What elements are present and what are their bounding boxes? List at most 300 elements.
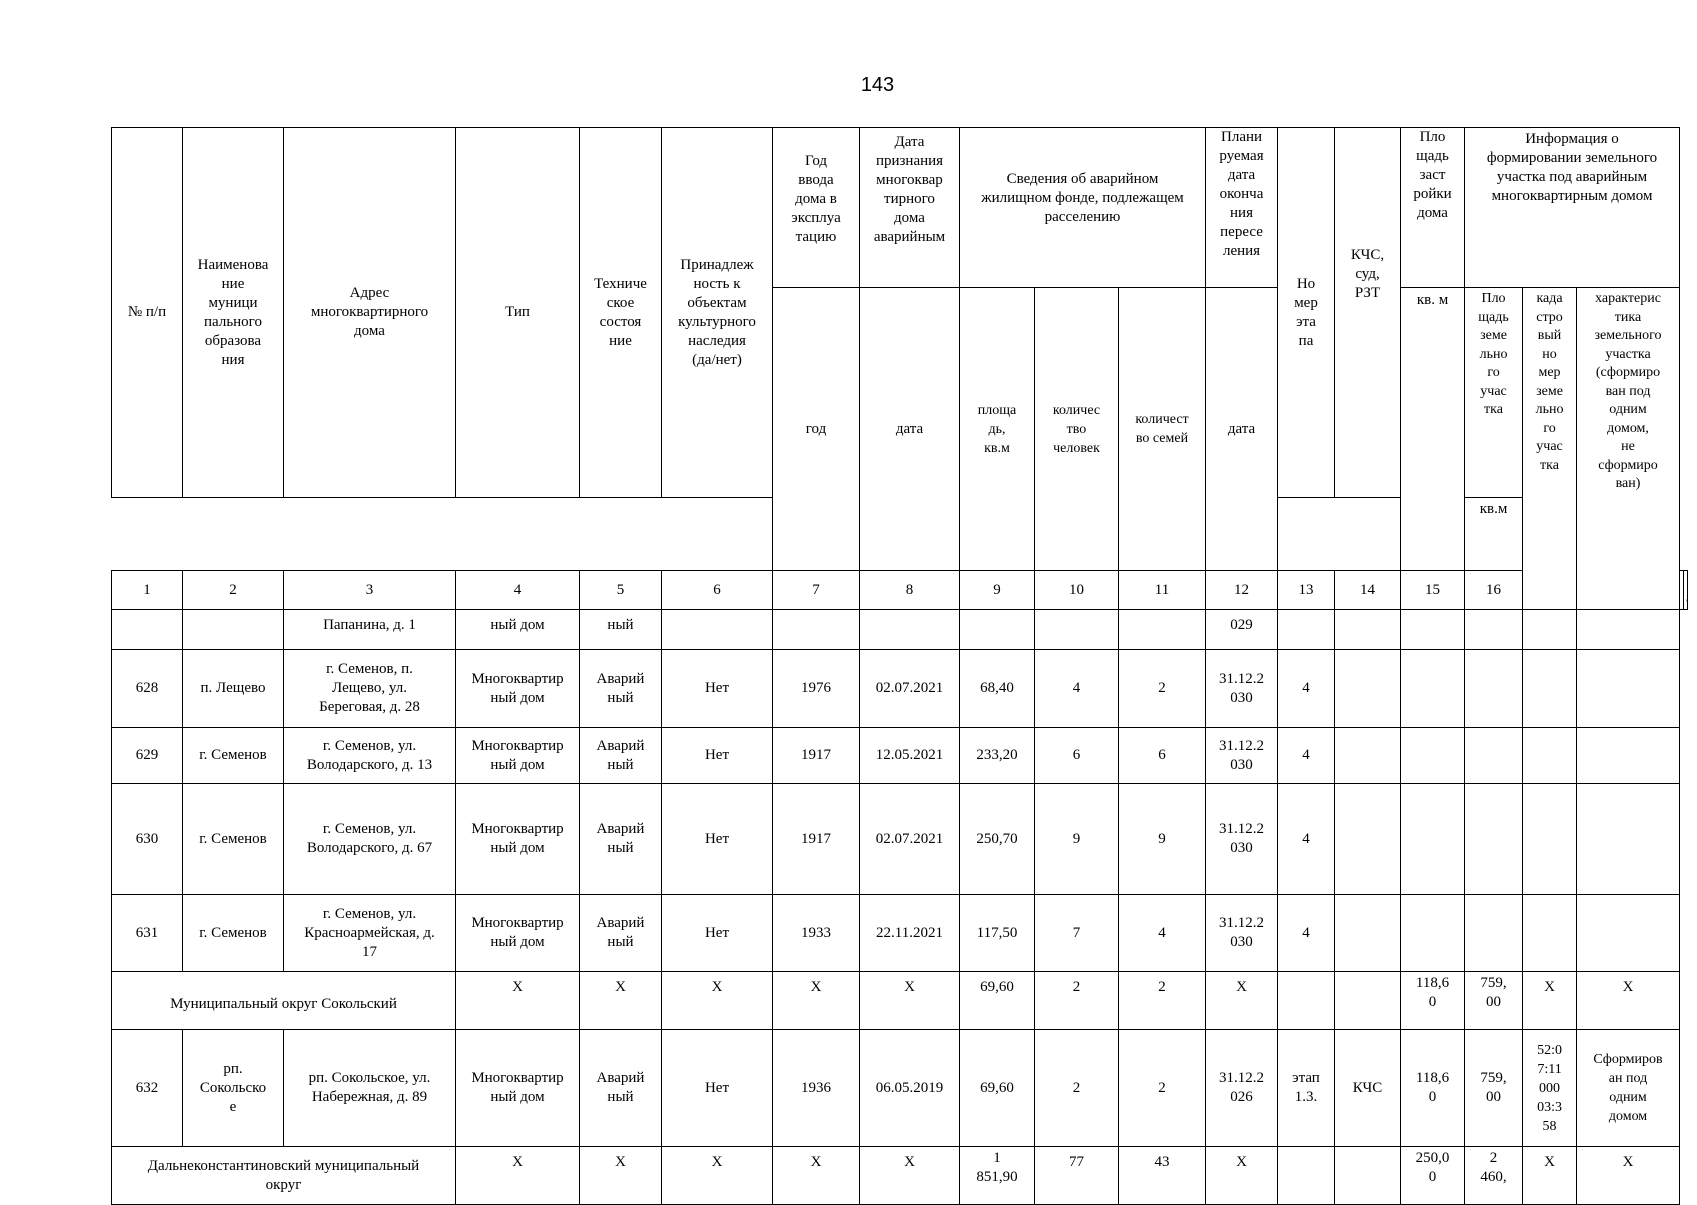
cell-text-line: 118,6 (1415, 975, 1450, 991)
cell-text-line: тка (1540, 457, 1559, 473)
table-cell (1577, 650, 1680, 728)
table-cell (284, 784, 456, 895)
table-cell: X (773, 1147, 860, 1205)
cell-text-line: 31.12.2 (1219, 670, 1265, 687)
cell-text-line: рп. Сокольское, ул. (308, 1070, 431, 1086)
cell-text-line: 31.12.2 (1219, 737, 1265, 754)
cell-text-line: количес (1052, 402, 1101, 418)
cell-text-line: 0 (1428, 1169, 1437, 1185)
table-cell: 69,60 (960, 1030, 1035, 1147)
cell-text-line: Но (1296, 275, 1316, 292)
cell-text-line: Пло (1419, 129, 1446, 145)
table-cell: X (860, 972, 960, 1030)
cell-text-line: 118,6 (1415, 1070, 1450, 1086)
cell-text-line: ный (607, 689, 634, 706)
cell-text-line: сформиро (1598, 457, 1658, 473)
cell-text-line: 030 (1230, 840, 1253, 856)
table-cell (1401, 784, 1465, 895)
table-cell (1335, 972, 1401, 1030)
table-cell (1577, 610, 1680, 650)
cell-text-line: 759, (1480, 975, 1507, 991)
cell-text-line: Техниче (594, 275, 647, 292)
table-cell: X (773, 972, 860, 1030)
cell-text-line: Аварий (596, 1070, 645, 1086)
table-cell: 9 (960, 571, 1035, 610)
cell-text-line: ское (606, 294, 635, 311)
table-cell: 7 (773, 571, 860, 610)
table-cell (1577, 728, 1680, 784)
cell-text-line: формировании земельного (1486, 150, 1658, 166)
table-cell (456, 895, 580, 972)
cell-text-line: одним (1609, 1090, 1647, 1105)
subtotal-row-dalnekonstantinovsky (112, 1147, 1688, 1205)
cell-text-line: наследия (688, 332, 746, 349)
table-cell (1465, 784, 1523, 895)
table-cell (1401, 895, 1465, 972)
table-cell (662, 610, 773, 650)
cell-text-line: 17 (362, 943, 377, 960)
table-cell: 4 (1278, 895, 1335, 972)
table-cell: X (662, 972, 773, 1030)
cell-text-line: Береговая, д. 28 (319, 699, 420, 715)
table-cell: 13 (1278, 571, 1335, 610)
cell-text-line: муници (208, 294, 258, 311)
cell-text-line: РЗТ (1354, 285, 1381, 301)
cell-text-line: объектам (687, 294, 747, 311)
cell-text-line: 03:3 (1537, 1099, 1562, 1115)
cell-text-line: характерис (1595, 291, 1661, 306)
table-cell: 4 (1035, 650, 1119, 728)
header-heritage (662, 128, 773, 498)
page-number: 143 (860, 74, 895, 96)
table-cell: 2 (1119, 1030, 1206, 1147)
header-recognition-date (860, 128, 960, 288)
cell-text-line: мер (1538, 365, 1561, 380)
cell-text-line: во семей (1135, 431, 1189, 446)
header-land-characteristic (1577, 288, 1680, 610)
table-cell (456, 1030, 580, 1147)
cell-text-line: Аварий (596, 821, 645, 837)
table-cell: Нет (662, 895, 773, 972)
cell-text-line: Многоквартир (471, 821, 564, 837)
cell-text-line: тка (1484, 402, 1503, 417)
table-cell: 631 (112, 895, 183, 972)
table-cell (1523, 728, 1577, 784)
cell-text-line: ван под (1605, 383, 1651, 399)
table-cell: 10 (1035, 571, 1119, 610)
table-cell (1335, 784, 1401, 895)
header-date-sub (860, 288, 960, 571)
cell-text-line: Принадлеж (680, 256, 754, 273)
table-cell: 43 (1119, 1147, 1206, 1205)
table-cell (1119, 610, 1206, 650)
cell-text-line: рп. (223, 1060, 243, 1077)
subtotal-title (112, 1147, 456, 1205)
table-cell: 233,20 (960, 728, 1035, 784)
table-cell (1206, 895, 1278, 972)
table-cell: 1933 (773, 895, 860, 972)
cell-text-line: кв. м (1416, 292, 1449, 308)
table-cell (773, 610, 860, 650)
table-cell: г. Семенов (183, 895, 284, 972)
header-land-info (1465, 128, 1680, 288)
table-cell: г. Семенов (183, 784, 284, 895)
table-cell (1577, 1030, 1680, 1147)
cell-text-line: 759, (1480, 1070, 1507, 1086)
table-cell (1278, 1030, 1335, 1147)
cell-text-line: льно (1479, 346, 1508, 362)
header-type (456, 128, 580, 498)
table-cell (1206, 650, 1278, 728)
cell-text-line: Красноармейская, д. (304, 924, 435, 941)
cell-text-line: земельного (1594, 328, 1662, 343)
cell-text-line: человек (1053, 440, 1100, 456)
table-cell: п. Лещево (183, 650, 284, 728)
cell-text-line: ность к (693, 275, 741, 292)
table-cell: 630 (112, 784, 183, 895)
table-cell (1465, 1030, 1523, 1147)
table-cell (1523, 895, 1577, 972)
cell-text-line: 31.12.2 (1219, 821, 1265, 837)
cell-text-line: (да/нет) (692, 351, 742, 368)
cell-text-line: Сведения об аварийном (1006, 171, 1159, 187)
cell-text-line: домом (1608, 1109, 1648, 1124)
table-cell: 6 (1119, 728, 1206, 784)
table-cell (1278, 1147, 1335, 1205)
table-cell: 4 (1278, 650, 1335, 728)
cell-text-line: ние (221, 275, 245, 292)
table-cell: 4 (1119, 895, 1206, 972)
cell-text-line: щадь (1478, 309, 1509, 325)
table-cell: X (662, 1147, 773, 1205)
cell-text-line: дата (1227, 167, 1256, 183)
table-cell: Нет (662, 650, 773, 728)
header-families-sub (1119, 288, 1206, 571)
table-cell: 4 (1278, 728, 1335, 784)
cell-text-line: Набережная, д. 89 (311, 1089, 428, 1105)
table-cell (456, 784, 580, 895)
cell-text-line: дома (354, 323, 385, 339)
cell-text-line: многоквартирным домом (1491, 188, 1653, 204)
table-cell: 629 (112, 728, 183, 784)
cell-text-line: 00 (1486, 1089, 1502, 1105)
cell-text-line: дома в (795, 191, 837, 207)
table-cell: 4 (456, 571, 580, 610)
cell-text-line: када (1536, 291, 1563, 306)
table-cell: 16 (1465, 571, 1523, 610)
cell-text-line: 0 (1428, 994, 1437, 1010)
cell-text-line: ный (607, 756, 634, 773)
cell-text-line: Дальнеконстантиновский муниципальный (147, 1157, 420, 1174)
cell-text-line: вый (1537, 328, 1562, 343)
table-cell: 632 (112, 1030, 183, 1147)
table-cell: 68,40 (960, 650, 1035, 728)
cell-text-line: 1 (993, 1150, 1001, 1166)
cell-text-line: аварийным (873, 229, 946, 245)
table-cell: Нет (662, 1030, 773, 1147)
cell-text-line: 58 (1542, 1118, 1557, 1134)
table-cell (456, 650, 580, 728)
cell-text-line: эта (1296, 313, 1316, 330)
cell-text-line: 030 (1230, 934, 1253, 950)
table-cell: 8 (860, 571, 960, 610)
cell-text-line: г. Семенов, ул. (322, 821, 417, 837)
header-cadastral-number (1523, 288, 1577, 610)
cell-text-line: 52:0 (1537, 1042, 1562, 1058)
table-cell (1680, 571, 1684, 610)
cell-text-line: земе (1480, 328, 1507, 343)
table-cell: X (456, 972, 580, 1030)
cell-text-line: г. Семенов, ул. (322, 737, 417, 754)
header-date-end-sub (1206, 288, 1278, 571)
table-cell: 2 (1035, 972, 1119, 1030)
table-cell (1335, 895, 1401, 972)
cell-text-line: расселению (1044, 209, 1121, 225)
cell-text-line: 851,90 (976, 1169, 1018, 1185)
cell-text-line: состоя (599, 313, 642, 330)
cell-text-line: площа (977, 402, 1017, 418)
address-cell: Папанина, д. 1 (284, 610, 456, 650)
cell-text-line: тацию (795, 229, 837, 245)
cell-text-line: тирного (884, 191, 935, 207)
table-cell (1401, 610, 1465, 650)
table-cell (1465, 728, 1523, 784)
cell-text-line: 00 (1486, 994, 1502, 1010)
table-cell: 9 (1035, 784, 1119, 895)
table-cell: г. Семенов (183, 728, 284, 784)
cell-text-line: суд, (1355, 266, 1380, 282)
table-cell (1523, 784, 1577, 895)
table-cell: 2 (1119, 972, 1206, 1030)
table-cell (183, 610, 284, 650)
cell-text-line: Тип (505, 304, 530, 320)
header-land-area (1465, 288, 1523, 498)
state-cell: ный (580, 610, 662, 650)
cell-text-line: Володарского, д. 67 (306, 840, 433, 856)
table-cell: X (1577, 1147, 1680, 1205)
cell-text-line: е (229, 1098, 237, 1115)
table-cell: 6 (662, 571, 773, 610)
cell-text-line: 31.12.2 (1219, 915, 1265, 931)
table-cell: 3 (284, 571, 456, 610)
table-cell (1335, 728, 1401, 784)
cell-text-line: ния (221, 351, 245, 368)
cell-text-line: этап (1292, 1070, 1320, 1086)
header-number (112, 128, 183, 498)
cell-text-line: Аварий (596, 915, 645, 931)
table-cell: 2 (1035, 1030, 1119, 1147)
table-cell: 5 (580, 571, 662, 610)
table-cell (1401, 972, 1465, 1030)
header-municipality (183, 128, 284, 498)
cell-text-line: Год (804, 153, 828, 169)
cell-text-line: 31.12.2 (1219, 1070, 1265, 1086)
cell-text-line: ния (1230, 205, 1253, 221)
table-cell (1465, 895, 1523, 972)
table-cell: 77 (1035, 1147, 1119, 1205)
cell-text-line: оконча (1219, 186, 1264, 202)
cell-text-line: 030 (1230, 756, 1253, 773)
header-year-sub (773, 288, 860, 571)
cell-text-line: многоквартирного (310, 304, 429, 320)
cell-text-line: дома (894, 210, 925, 226)
header-building-area-unit (1401, 288, 1465, 571)
subtotal-row-sokolsky (112, 972, 1688, 1030)
cell-text-line: 7:11 (1537, 1061, 1562, 1077)
table-row (112, 784, 1688, 895)
table-cell: 2 (1119, 650, 1206, 728)
cell-text-line: ный (607, 934, 634, 950)
cell-text-line: Плани (1221, 129, 1263, 145)
table-cell: 6 (1035, 728, 1119, 784)
header-land-area-unit (1465, 498, 1523, 571)
table-cell (860, 610, 960, 650)
cell-text-line: признания (875, 153, 944, 169)
table-cell: 1936 (773, 1030, 860, 1147)
cell-text-line: Володарского, д. 13 (306, 756, 433, 773)
table-cell: 12 (1206, 571, 1278, 610)
table-cell: 1917 (773, 728, 860, 784)
cell-text-line: тво (1066, 421, 1087, 437)
table-cell (1206, 784, 1278, 895)
table-cell: 4 (1278, 784, 1335, 895)
table-cell: 628 (112, 650, 183, 728)
cell-text-line: год (805, 420, 827, 437)
cell-text-line: ние (609, 332, 632, 349)
cell-text-line: ный дом (490, 756, 545, 773)
table-row (112, 895, 1688, 972)
cell-text-line: ный дом (490, 934, 545, 950)
cell-text-line: руемая (1219, 148, 1264, 164)
cell-text-line: пального (204, 313, 262, 330)
cell-text-line: учас (1480, 383, 1507, 399)
table-cell (284, 728, 456, 784)
table-cell (1278, 610, 1335, 650)
cell-text-line: 030 (1230, 689, 1253, 706)
cell-text-line: Сформиров (1593, 1052, 1663, 1067)
table-cell: 15 (1401, 571, 1465, 610)
table-cell: 1976 (773, 650, 860, 728)
cell-text-line: г. Семенов, ул. (322, 905, 417, 922)
table-cell: X (860, 1147, 960, 1205)
header-area-sub (960, 288, 1035, 571)
cell-text-line: 026 (1230, 1089, 1253, 1105)
table-cell (284, 895, 456, 972)
table-cell: X (580, 1147, 662, 1205)
table-cell (960, 1147, 1035, 1205)
table-cell (1465, 972, 1523, 1030)
cell-text-line: кв.м (984, 440, 1010, 456)
cell-text-line: ный (607, 840, 634, 856)
table-cell (1523, 650, 1577, 728)
cell-text-line: домом, (1607, 420, 1649, 436)
cell-text-line: не (1621, 439, 1635, 454)
table-cell (1465, 1147, 1523, 1205)
table-cell: X (1523, 972, 1577, 1030)
cell-text-line: 460, (1480, 1169, 1507, 1185)
cell-text-line: количест (1135, 412, 1189, 427)
cell-text-line: дата (895, 420, 924, 437)
table-cell (1278, 498, 1401, 571)
table-cell (284, 650, 456, 728)
cell-text-line: щадь (1416, 148, 1449, 164)
cell-text-line: 2 (1489, 1150, 1498, 1166)
cell-text-line: ный дом (490, 1089, 545, 1105)
table-cell (112, 610, 183, 650)
header-building-area (1401, 128, 1465, 288)
table-cell: 250,70 (960, 784, 1035, 895)
cell-text-line: одним (1609, 402, 1647, 417)
column-numbers-row (112, 571, 1688, 610)
table-cell (1523, 610, 1577, 650)
table-cell (1577, 895, 1680, 972)
table-cell (580, 784, 662, 895)
cell-text-line: Адрес (349, 285, 390, 301)
cell-text-line: Многоквартир (471, 737, 564, 754)
table-cell: 12.05.2021 (860, 728, 960, 784)
header-state (580, 128, 662, 498)
cell-text-line: Сокольско (199, 1079, 267, 1096)
header-address (284, 128, 456, 498)
cell-text-line: Информация о (1525, 131, 1619, 147)
cell-text-line: стро (1536, 309, 1563, 325)
cell-text-line: дома (1417, 205, 1448, 221)
cell-text-line: 1.3. (1294, 1089, 1318, 1105)
cell-text-line: 000 (1539, 1080, 1561, 1096)
table-cell: 02.07.2021 (860, 784, 960, 895)
table-cell: 9 (1119, 784, 1206, 895)
table-cell (1335, 610, 1401, 650)
date-end-cell: 029 (1206, 610, 1278, 650)
table-cell (580, 650, 662, 728)
cell-text-line: учас (1536, 439, 1563, 454)
table-cell: 7 (1035, 895, 1119, 972)
table-cell (580, 895, 662, 972)
cell-text-line: ный (607, 1089, 634, 1105)
cell-text-line: но (1542, 346, 1557, 362)
table-cell (284, 1030, 456, 1147)
cell-text-line: ан под (1608, 1071, 1648, 1086)
cell-text-line: тика (1614, 309, 1642, 325)
table-row (112, 610, 1688, 650)
table-cell (960, 610, 1035, 650)
header-year (773, 128, 860, 288)
type-cell: ный дом (456, 610, 580, 650)
table-cell: КЧС (1335, 1030, 1401, 1147)
table-cell: X (1206, 972, 1278, 1030)
cell-text-line: Многоквартир (471, 1070, 564, 1086)
header-planned-date (1206, 128, 1278, 288)
cell-text-line: Аварий (596, 737, 645, 754)
cell-text-line: ления (1222, 243, 1261, 259)
table-cell (1335, 1147, 1401, 1205)
table-cell: Нет (662, 784, 773, 895)
cell-text-line: многоквар (876, 172, 943, 188)
cell-text-line: КЧС, (1350, 247, 1385, 263)
cell-text-line: культурного (678, 313, 756, 330)
table-row (112, 650, 1688, 728)
cell-text-line: дь, (988, 421, 1006, 437)
table-cell (183, 1030, 284, 1147)
cell-text-line: образова (204, 332, 262, 349)
cell-text-line: Лещево, ул. (332, 680, 407, 696)
cell-text-line: па (1298, 332, 1314, 349)
table-cell (1401, 1030, 1465, 1147)
table-cell (1206, 1030, 1278, 1147)
table-cell (456, 728, 580, 784)
table-cell (1035, 610, 1119, 650)
table-row (112, 728, 1688, 784)
